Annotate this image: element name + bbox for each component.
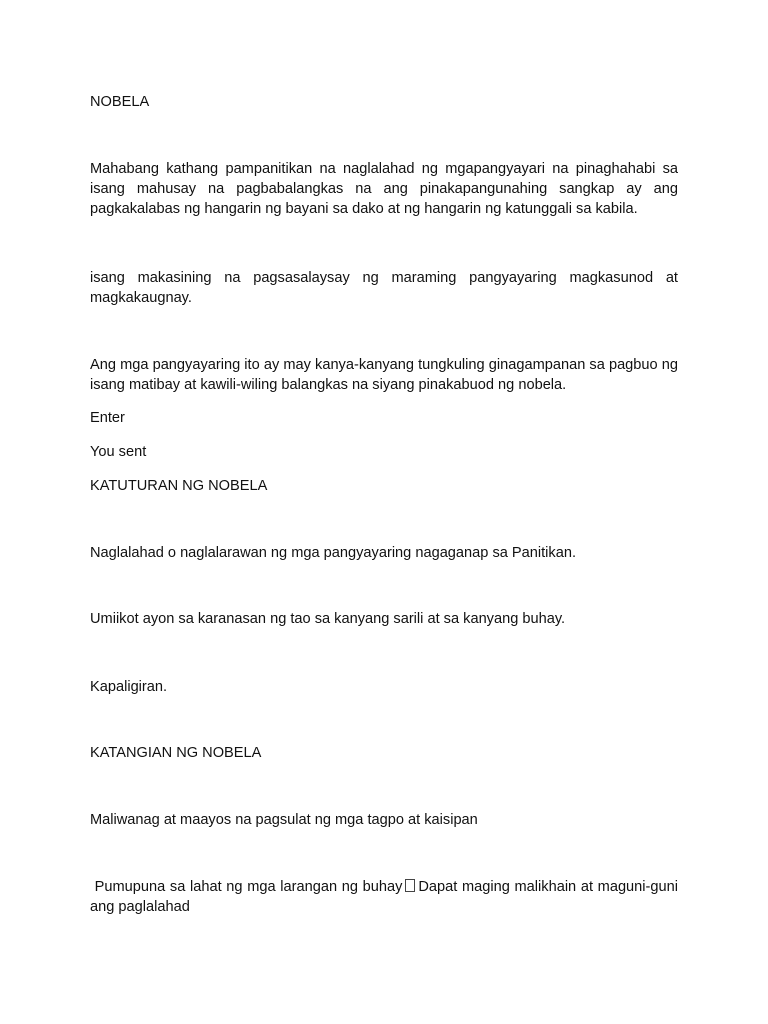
item-naglalahad: Naglalahad o naglalarawan ng mga pangyayaring nagaganap sa Panitikan. [90,545,577,561]
item-maliwanag: Maliwanag at maayos na pagsulat ng mga tagpo at kaisipan [90,812,478,828]
paragraph-events: Ang mga pangyayaring ito ay may kanya-kanyang tungkuling ginagampanan sa pagbuo ng isang matibay at kawili-wiling balangkas na siyang pinakabuod ng nobela. [90,357,678,393]
text-enter: Enter [90,410,125,426]
paragraph-pumupuna [90,877,678,917]
item-kapaligiran: Kapaligiran. [90,679,168,695]
heading-katuturan: KATUTURAN NG NOBELA [90,478,268,494]
paragraph-narrative: isang makasining na pagsasalaysay ng maraming pangyayaring magkasunod at magkakaugnay. [90,270,678,306]
paragraph-definition: Mahabang kathang pampanitikan na naglalahad ng mgapangyayari na pinaghahabi sa isang mahusay na pagbabalangkas na ang pinakapangunahing sangkap ay ang pagkakalabas ng hangarin ng bayani sa dako at ng hangarin ng katunggali sa kabila. [90,161,678,217]
dapat-text: Dapat maging malikhain at maguni-guni ang paglalahad [90,879,678,915]
pumupuna-text: Pumupuna sa lahat ng mga larangan ng buhay [90,879,403,895]
item-umiikot: Umiikot ayon sa karanasan ng tao sa kanyang sarili at sa kanyang buhay. [90,611,566,627]
heading-katangian: KATANGIAN NG NOBELA [90,745,262,761]
missing-glyph-icon [405,879,415,892]
text-you-sent: You sent [90,444,147,460]
title-nobela: NOBELA [90,94,150,110]
